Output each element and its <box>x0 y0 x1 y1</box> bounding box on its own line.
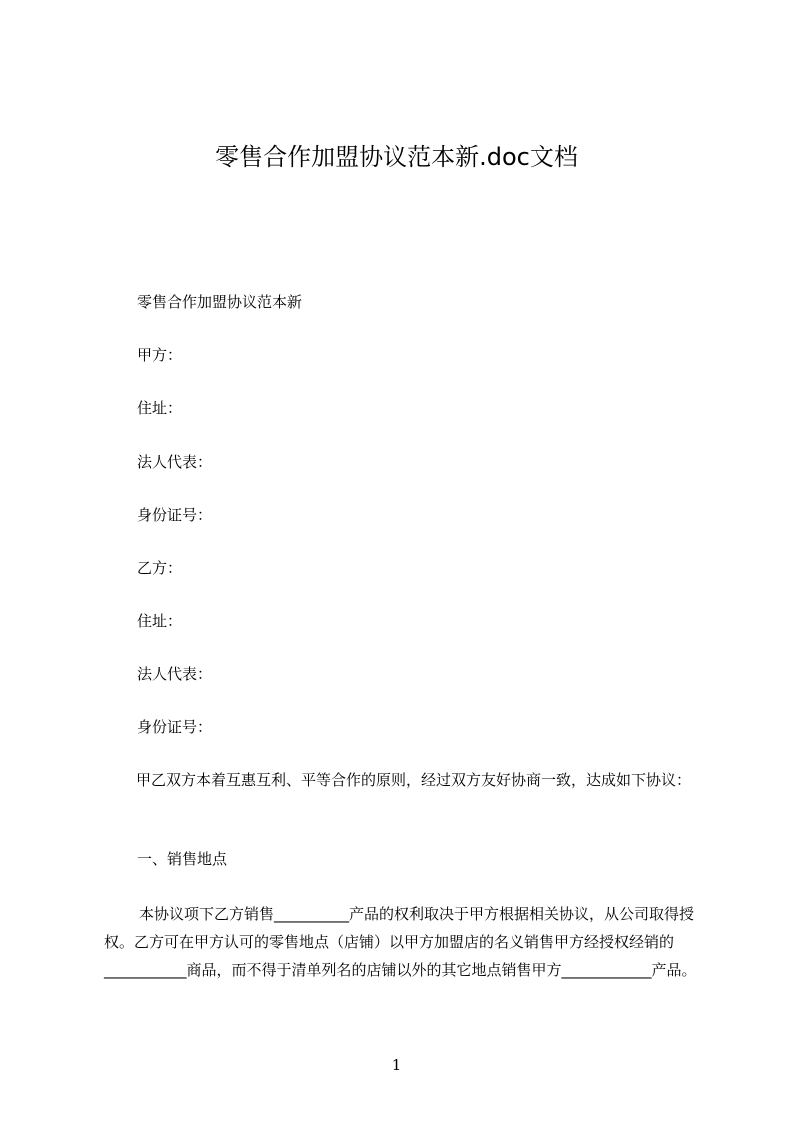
page-number: 1 <box>391 1056 402 1074</box>
intro-paragraph: 甲乙双方本着互惠互利、平等合作的原则，经过双方友好协商一致，达成如下协议： <box>136 771 692 789</box>
party-b-label: 乙方： <box>137 559 183 577</box>
party-b-legal-rep: 法人代表： <box>137 665 213 683</box>
section-heading: 一、销售地点 <box>137 850 228 868</box>
party-a-id-number: 身份证号： <box>137 506 213 524</box>
party-a-label: 甲方： <box>137 346 183 364</box>
agreement-subtitle: 零售合作加盟协议范本新 <box>137 293 303 311</box>
party-a-legal-rep: 法人代表： <box>137 453 213 471</box>
party-b-id-number: 身份证号： <box>137 718 213 736</box>
document-title: 零售合作加盟协议范本新.doc文档 <box>215 143 578 171</box>
party-b-address: 住址： <box>137 612 183 630</box>
section-body-paragraph: 本协议项下乙方销售__________产品的权利取决于甲方根据相关协议，从公司取得授权。乙方可在甲方认可的零售地点（店铺）以甲方加盟店的名义销售甲方经授权经销的___________商品，而不得于清单列名的店铺以外的其它地点销售甲方____________产品。 <box>104 905 697 979</box>
party-a-address: 住址： <box>137 399 183 417</box>
